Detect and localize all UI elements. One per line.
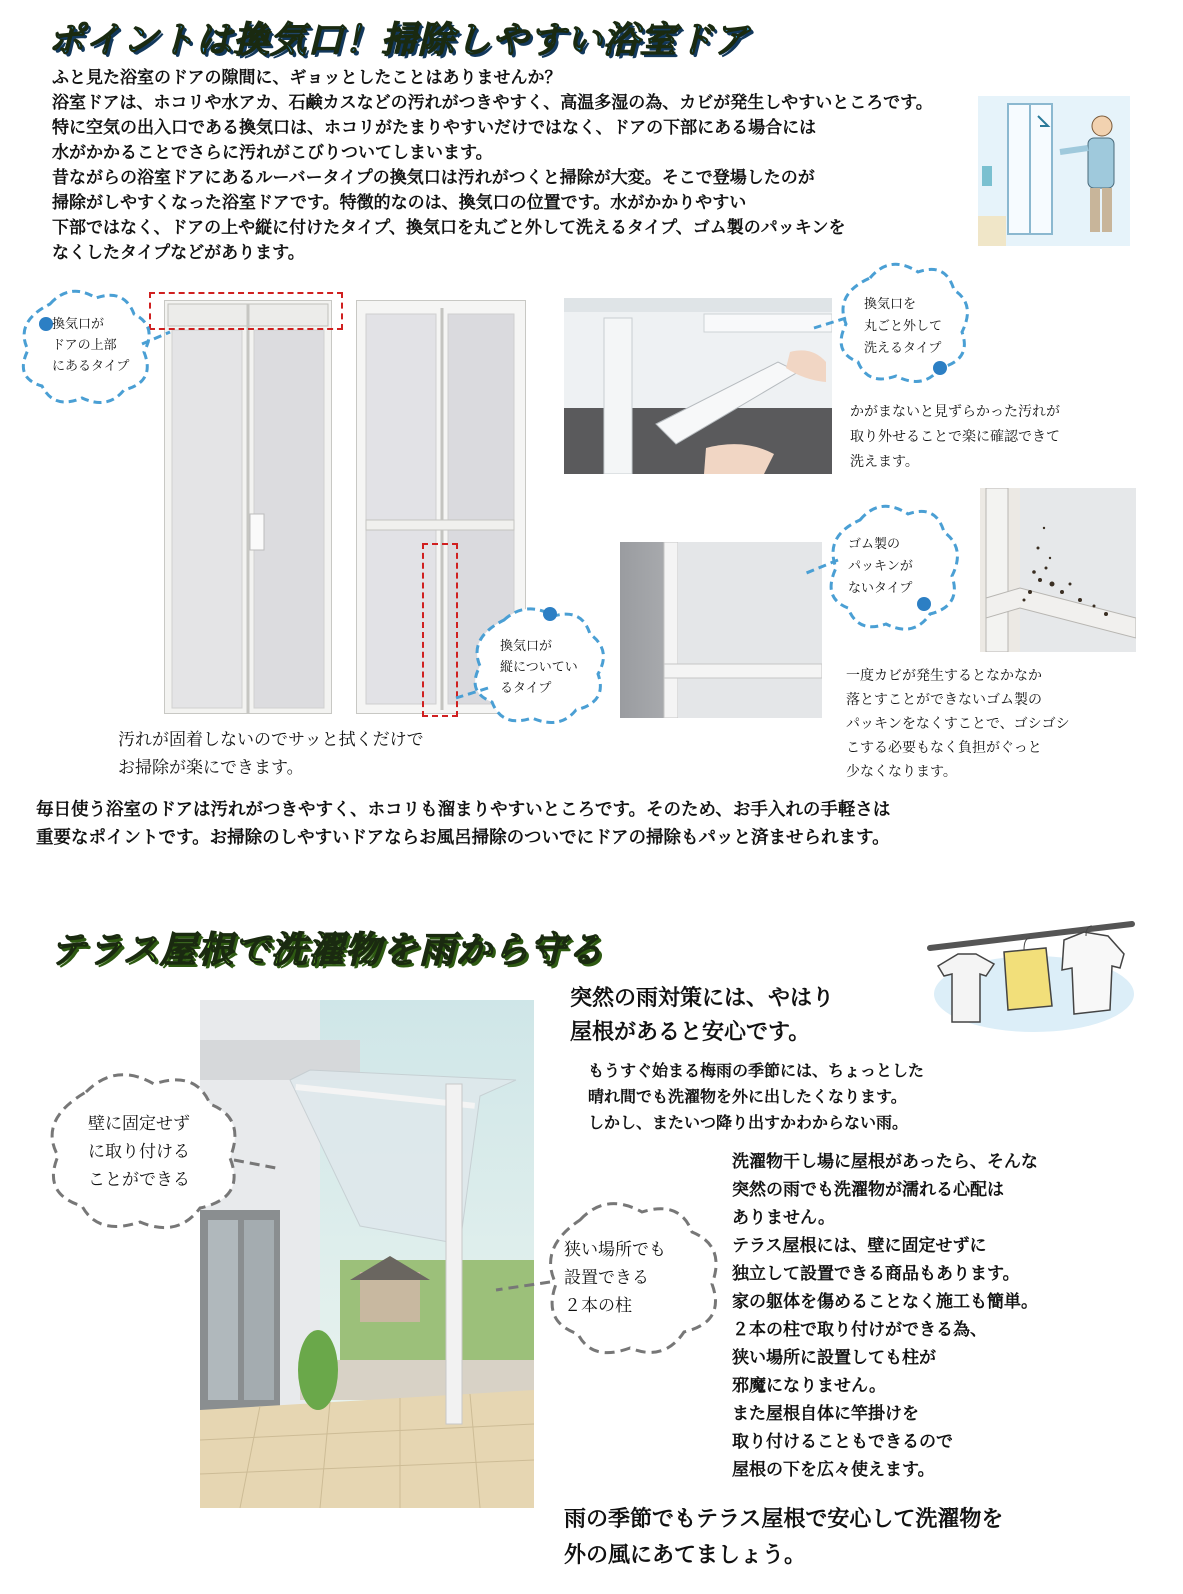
bubble-line: ことができる (88, 1170, 190, 1190)
summary-line: 毎日使う浴室のドアは汚れがつきやすく、ホコリも溜まりやすいところです。そのため、お手入れの手軽さは (36, 800, 891, 820)
intro-line: 下部ではなく、ドアの上や縦に付けたタイプ、換気口を丸ごと外して洗えるタイプ、ゴム製のパッキンを (52, 218, 846, 238)
intro-line: 昔ながらの浴室ドアにあるルーバータイプの換気口は汚れがつくと掃除が大変。そこで登場したのが (52, 168, 815, 188)
bubble-line: 換気口を (864, 297, 917, 312)
bubble-line: 縦についてい (500, 660, 578, 675)
para-line: 邪魔になりません。 (732, 1376, 887, 1396)
bubble-no-packing (826, 500, 960, 640)
intro-line: なくしたタイプなどがあります。 (52, 243, 305, 263)
bathroom-man-illustration (978, 96, 1130, 246)
caption-line: 洗えます。 (850, 454, 919, 470)
caption-line: お掃除が楽にできます。 (118, 758, 304, 778)
section1-intro (52, 66, 933, 266)
caption-line: 汚れが固着しないのでサッと拭くだけで (118, 730, 424, 750)
bubble-line: 換気口が (500, 639, 553, 654)
section1-title: ポイントは換気口！掃除しやすい浴室ドア (48, 20, 750, 61)
caption-no-packing (846, 664, 1070, 784)
section2-headline (570, 982, 834, 1050)
para-line: もうすぐ始まる梅雨の季節には、ちょっとした (588, 1061, 925, 1080)
bubble-vertical-vent (470, 604, 608, 728)
vertical-vent-highlight (422, 543, 458, 717)
removable-vent-photo (564, 298, 832, 474)
bubble-line: 壁に固定せず (88, 1114, 190, 1134)
section2-closing (564, 1502, 1003, 1574)
bubble-line: 狭い場所でも (564, 1240, 666, 1260)
para-line: テラス屋根には、壁に固定せずに (732, 1236, 987, 1256)
bubble-line: ないタイプ (848, 581, 913, 596)
intro-line: 水がかかることでさらに汚れがこびりついてしまいます。 (52, 143, 493, 163)
para-line: 家の躯体を傷めることなく施工も簡単。 (732, 1292, 1038, 1312)
bubble-line: ゴム製の (848, 537, 901, 552)
bubble-line: 設置できる (564, 1268, 649, 1288)
bubble-line: るタイプ (500, 681, 552, 696)
caption-line: 取り外せることで楽に確認できて (850, 429, 1060, 445)
closing-line: 雨の季節でもテラス屋根で安心して洗濯物を (564, 1507, 1004, 1532)
para-line: 突然の雨でも洗濯物が濡れる心配は (732, 1180, 1004, 1200)
para-line: 狭い場所に設置しても柱が (732, 1348, 936, 1368)
closing-line: 外の風にあてましょう。 (564, 1543, 807, 1568)
bubble-line: にあるタイプ (52, 359, 130, 374)
para-line: 洗濯物干し場に屋根があったら、そんな (732, 1152, 1038, 1172)
terrace-roof-photo (200, 1000, 534, 1508)
bubble-line: 丸ごと外して (864, 319, 943, 334)
bubble-removable-vent (836, 258, 970, 392)
door-top-vent (164, 300, 332, 714)
para-line: 屋根の下を広々使えます。 (732, 1460, 935, 1480)
bubble-wall-free (40, 1068, 246, 1238)
section2-para2 (732, 1148, 1038, 1484)
caption-line: 一度カビが発生するとなかなか (846, 668, 1042, 684)
caption-removable (850, 400, 1060, 475)
intro-line: 掃除がしやすくなった浴室ドアです。特徴的なのは、換気口の位置です。水がかかりやすい (52, 193, 747, 213)
intro-line: 浴室ドアは、ホコリや水アカ、石鹸カスなどの汚れがつきやすく、高温多湿の為、カビが発生しやすいところです。 (52, 93, 933, 113)
para-line: 独立して設置できる商品もあります。 (732, 1264, 1020, 1284)
section1-summary (36, 796, 890, 852)
laundry-illustration (924, 910, 1138, 1034)
intro-line: 特に空気の出入口である換気口は、ホコリがたまりやすいだけではなく、ドアの下部にある場合には (52, 118, 817, 138)
bubble-top-vent (20, 286, 152, 410)
top-vent-highlight (149, 292, 343, 330)
para-line: 取り付けることもできるので (732, 1432, 953, 1452)
bubble-line: 洗えるタイプ (864, 341, 942, 356)
para-line: ありません。 (732, 1208, 836, 1228)
headline-line: 屋根があると安心です。 (570, 1020, 811, 1045)
bubble-line: に取り付ける (88, 1142, 190, 1162)
summary-line: 重要なポイントです。お掃除のしやすいドアならお風呂掃除のついでにドアの掃除もパッと済ませられます。 (36, 828, 890, 848)
para-line: ２本の柱で取り付けができる為、 (732, 1320, 987, 1340)
caption-line: パッキンをなくすことで、ゴシゴシ (846, 716, 1070, 732)
para-line: また屋根自体に竿掛けを (732, 1404, 919, 1424)
caption-line: かがまないと見ずらかった汚れが (850, 404, 1060, 420)
para-line: 晴れ間でも洗濯物を外に出したくなります。 (588, 1087, 907, 1106)
bubble-line: 換気口が (52, 317, 105, 332)
caption-doors (118, 726, 424, 782)
section2-para1 (588, 1058, 924, 1136)
section2-title: テラス屋根で洗濯物を雨から守る (50, 930, 604, 971)
moldy-packing-photo (980, 488, 1136, 652)
intro-line: ふと見た浴室のドアの隙間に、ギョッとしたことはありませんか？ (52, 68, 562, 88)
caption-line: 落とすことができないゴム製の (846, 692, 1042, 708)
bubble-line: パッキンが (848, 559, 913, 574)
caption-line: こする必要もなく負担がぐっと (846, 740, 1042, 756)
para-line: しかし、またいつ降り出すかわからない雨。 (588, 1113, 909, 1132)
no-packing-door-photo (620, 542, 822, 718)
headline-line: 突然の雨対策には、やはり (570, 986, 835, 1011)
caption-line: 少なくなります。 (846, 764, 957, 780)
bubble-line: ２本の柱 (564, 1296, 632, 1316)
bubble-two-pillars (540, 1198, 724, 1368)
bubble-line: ドアの上部 (52, 338, 117, 353)
